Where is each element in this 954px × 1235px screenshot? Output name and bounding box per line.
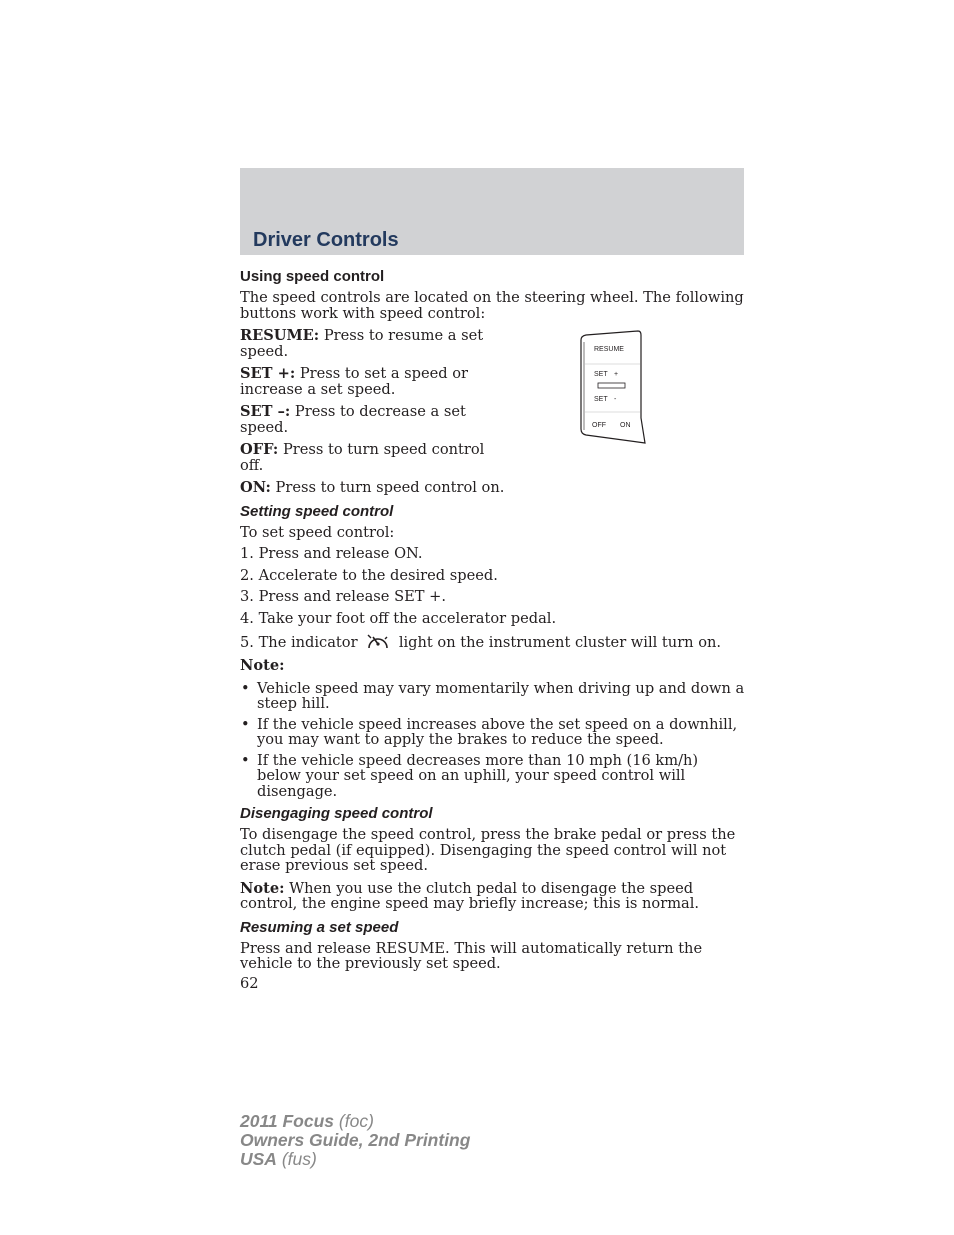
- intro-text: The speed controls are located on the steering wheel. The following buttons work with speed control:: [240, 289, 744, 322]
- footer-line-1: 2011 Focus (foc): [240, 1111, 374, 1131]
- resuming-text: Press and release RESUME. This will automatically return the vehicle to the previously set speed.: [240, 939, 703, 972]
- on-label: ON: [620, 422, 631, 429]
- heading-setting-speed-control: Setting speed control: [240, 502, 394, 520]
- step-item: 4. Take your foot off the accelerator pedal.: [240, 609, 557, 627]
- heading-disengaging: Disengaging speed control: [240, 805, 433, 822]
- set-plus-label: SET: [594, 371, 608, 378]
- setting-steps: [240, 525, 746, 653]
- button-resume-desc: RESUME: Press to resume a set speed.: [240, 327, 484, 360]
- footer-line-2: Owners Guide, 2nd Printing: [240, 1130, 471, 1150]
- button-set-plus-desc: SET +: Press to set a speed or increase a set speed.: [240, 365, 469, 398]
- note-label: Note:: [240, 657, 285, 674]
- off-label: OFF: [592, 422, 606, 429]
- minus-label: -: [614, 396, 617, 403]
- list-item: • Vehicle speed may vary momentarily when driving up and down a steep hill.: [240, 681, 746, 712]
- disengaging-note: Note: When you use the clutch pedal to disengage the speed control, the engine speed may briefly increase; this is normal.: [240, 879, 700, 912]
- heading-using-speed-control: Using speed control: [240, 268, 385, 285]
- button-descriptions: [240, 328, 490, 473]
- setting-intro: To set speed control:: [240, 523, 395, 541]
- resume-label: RESUME: [594, 346, 624, 353]
- step-item: 1. Press and release ON.: [240, 545, 423, 562]
- list-item: • If the vehicle speed increases above the set speed on a downhill, you may want to apply the brakes to reduce the speed.: [240, 717, 746, 748]
- step-item: 3. Press and release SET +.: [240, 588, 446, 605]
- page-content: [240, 268, 746, 991]
- step-item: 5. The indicator light on the instrument cluster will turn on.: [240, 634, 722, 651]
- step-item: 2. Accelerate to the desired speed.: [240, 566, 498, 584]
- header-band: [240, 168, 744, 255]
- page-title: Driver Controls: [253, 229, 399, 251]
- notes-list: [240, 681, 746, 800]
- document-footer: [240, 1112, 470, 1169]
- button-off-desc: OFF: Press to turn speed control off.: [240, 441, 485, 474]
- speed-control-indicator-icon: [365, 632, 391, 652]
- set-minus-label: SET: [594, 396, 608, 403]
- page-number: 62: [240, 974, 259, 992]
- button-on-desc: ON: Press to turn speed control on.: [240, 479, 505, 496]
- list-item: • If the vehicle speed decreases more than 10 mph (16 km/h) below your set speed on an uphill, your speed control will disengage.: [240, 753, 746, 800]
- disengaging-text: To disengage the speed control, press the brake pedal or press the clutch pedal (if equipped). Disengaging the speed control will not erase previous set speed.: [240, 826, 736, 874]
- plus-label: +: [614, 371, 619, 378]
- button-set-minus-desc: SET –: Press to decrease a set speed.: [240, 403, 466, 436]
- footer-line-3: USA (fus): [240, 1149, 317, 1169]
- heading-resuming: Resuming a set speed: [240, 918, 399, 936]
